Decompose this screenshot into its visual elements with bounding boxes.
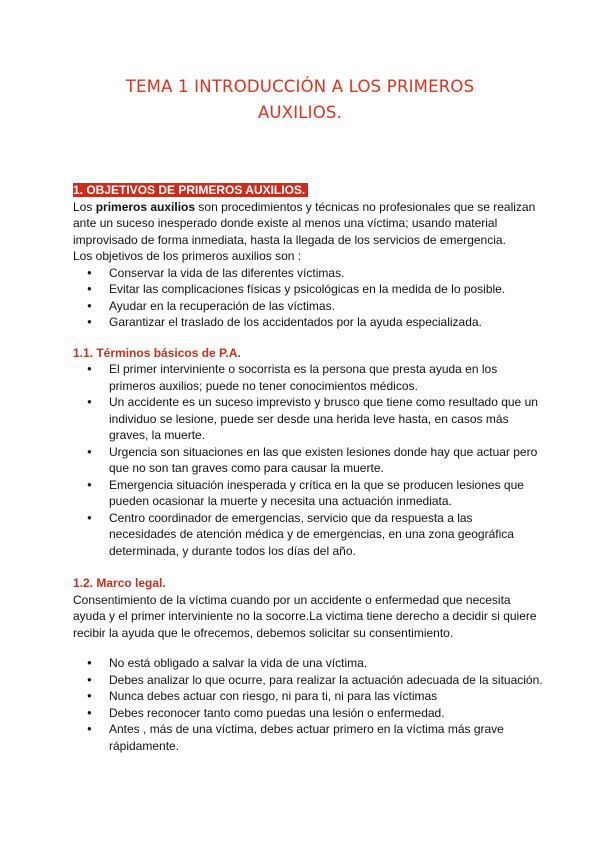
- document-title: [60, 74, 540, 126]
- intro-rest: son procedimientos y técnicas no profesionales que se realizan ante un suceso inesperado donde existe al menos una víctima; usando material improvisado de forma inmediata, hasta la llegada de los servicios de emergencia.: [73, 199, 536, 247]
- list-item: ● Emergencia situación inesperada y crítica en la que se producen lesiones que pueden ocasionar la muerte y necesita una actuación inmediata.: [109, 477, 543, 510]
- document-title-line-1: TEMA 1 INTRODUCCIÓN A LOS PRIMEROS: [125, 77, 475, 96]
- list-item: ● Un accidente es un suceso imprevisto y brusco que tiene como resultado que un individuo se lesione, puede ser desde una herida leve hasta, en casos más graves, la muerte.: [109, 394, 543, 444]
- list-item: ● Centro coordinador de emergencias, servicio que da respuesta a las necesidades de atención médica y de emergencias, en una zona geográfica determinada, y durante todos los días del año.: [109, 510, 543, 560]
- list-item: ● Ayudar en la recuperación de las víctimas.: [109, 298, 543, 315]
- list-item: ● Evitar las complicaciones físicas y psicológicas en la medida de lo posible.: [109, 281, 543, 298]
- basic-terms-list: [73, 361, 543, 559]
- list-item: ● Debes reconocer tanto como puedas una lesión o enfermedad.: [109, 705, 543, 722]
- intro-bold-term: primeros auxilios: [95, 199, 196, 214]
- document-title-line-2: AUXILIOS.: [257, 103, 343, 122]
- list-item: ● El primer interviniente o socorrista es la persona que presta ayuda en los primeros auxilios; puede no tener conocimientos médicos.: [109, 361, 543, 394]
- section-1-heading: 1. OBJETIVOS DE PRIMEROS AUXILIOS.: [73, 183, 308, 197]
- section-1-intro: [73, 199, 543, 249]
- list-item: ● Urgencia son situaciones en las que existen lesiones donde hay que actuar pero que no son tan graves como para causar la muerte.: [109, 444, 543, 477]
- document-body: [73, 182, 543, 754]
- list-item: ● Antes , más de una víctima, debes actuar primero en la víctima más grave rápidamente.: [109, 721, 543, 754]
- legal-framework-paragraph: Consentimiento de la víctima cuando por un accidente o enfermedad que necesita ayuda y el primer interviniente no la socorre.La victima tiene derecho a decidir si quiere recibir la ayuda que le ofrecemos, debemos solicitar su consentimiento.: [73, 592, 537, 640]
- intro-prefix: Los: [73, 199, 96, 214]
- section-1-2-heading: 1.2. Marco legal.: [73, 576, 166, 590]
- list-item: ● Nunca debes actuar con riesgo, ni para ti, ni para las víctimas: [109, 688, 543, 705]
- objectives-list: [73, 265, 543, 331]
- list-item: ● Debes analizar lo que ocurre, para realizar la actuación adecuada de la situación.: [109, 672, 543, 689]
- objectives-lead: Los objetivos de los primeros auxilios son :: [73, 249, 302, 263]
- list-item: ● Garantizar el traslado de los accidentados por la ayuda especializada.: [109, 314, 543, 331]
- section-1-1-heading: 1.1. Términos básicos de P.A.: [73, 345, 241, 360]
- list-item: ● Conservar la vida de las diferentes víctimas.: [109, 265, 543, 282]
- legal-framework-list: [73, 655, 543, 754]
- list-item: ● No está obligado a salvar la vida de una víctima.: [109, 655, 543, 672]
